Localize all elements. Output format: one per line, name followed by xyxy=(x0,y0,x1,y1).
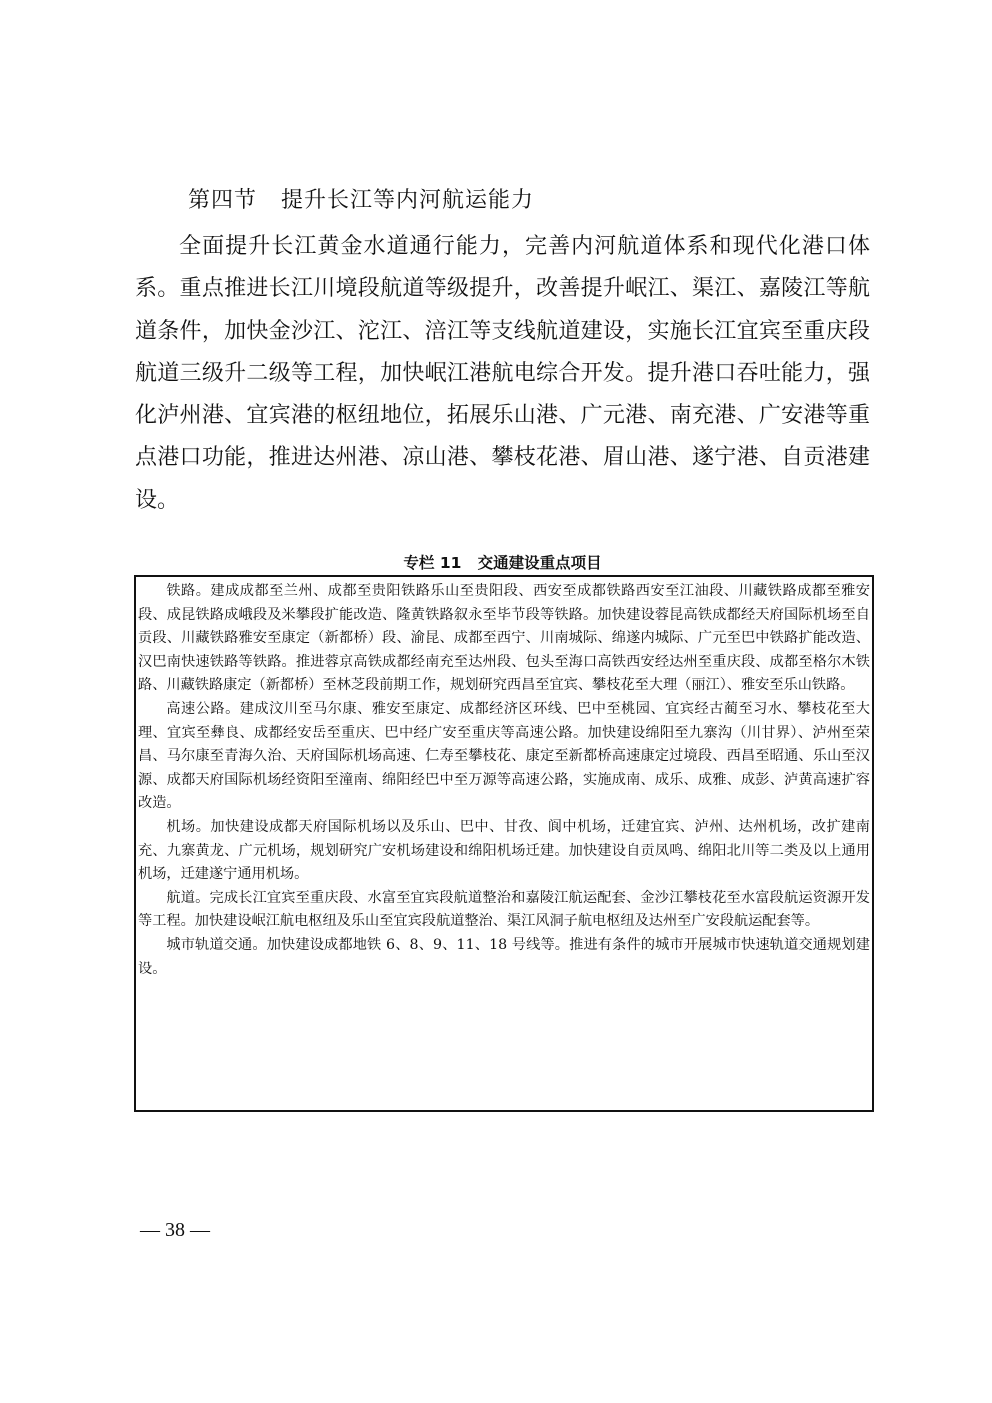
box-paragraph-urban-rail: 城市轨道交通。加快建设成都地铁 6、8、9、11、18 号线等。推进有条件的城市开展城市快速轨道交通规划建设。 xyxy=(138,936,870,977)
box-paragraph-expressway: 高速公路。建成汶川至马尔康、雅安至康定、成都经济区环线、巴中至桃园、宜宾经古蔺至习水、攀枝花至大理、宜宾至彝良、成都经安岳至重庆、巴中经广安至重庆等高速公路。加快建设绵阳至九寨沟（川甘界）、泸州至荣昌、马尔康至青海久治、天府国际机场高速、仁寿至攀枝花、康定至新都桥高速康定过境段、西昌至昭通、乐山至汉源、成都天府国际机场经资阳至潼南、绵阳经巴中至万源等高速公路，实施成南、成乐、成雅、成彭、泸黄高速扩容改造。 xyxy=(138,700,870,812)
page-number: — 38 — xyxy=(140,1219,210,1241)
body-paragraph: 全面提升长江黄金水道通行能力，完善内河航道体系和现代化港口体系。重点推进长江川境段航道等级提升，改善提升岷江、渠江、嘉陵江等航道条件，加快金沙江、沱江、涪江等支线航道建设，实施长江宜宾至重庆段航道三级升二级等工程，加快岷江港航电综合开发。提升港口吞吐能力，强化泸州港、宜宾港的枢纽地位，拓展乐山港、广元港、南充港、广安港等重点港口功能，推进达州港、凉山港、攀枝花港、眉山港、遂宁港、自贡港建设。 xyxy=(135,234,870,513)
section-title: 第四节 提升长江等内河航运能力 xyxy=(188,188,534,213)
box-paragraph-waterway: 航道。完成长江宜宾至重庆段、水富至宜宾段航道整治和嘉陵江航运配套、金沙江攀枝花至水富段航运资源开发等工程。加快建设岷江航电枢纽及乐山至宜宾段航道整治、渠江风洞子航电枢纽及达州至广安段航运配套等。 xyxy=(138,889,870,930)
box-title: 专栏 11 交通建设重点项目 xyxy=(403,554,602,572)
box-paragraph-airport: 机场。加快建设成都天府国际机场以及乐山、巴中、甘孜、阆中机场，迁建宜宾、泸州、达州机场，改扩建南充、九寨黄龙、广元机场，规划研究广安机场建设和绵阳机场迁建。加快建设自贡凤鸣、绵阳北川等二类及以上通用机场，迁建遂宁通用机场。 xyxy=(138,818,870,883)
project-box xyxy=(134,575,874,1112)
box-paragraph-railway: 铁路。建成成都至兰州、成都至贵阳铁路乐山至贵阳段、西安至成都铁路西安至江油段、川藏铁路成都至雅安段、成昆铁路成峨段及米攀段扩能改造、隆黄铁路叙永至毕节段等铁路。加快建设蓉昆高铁成都经天府国际机场至自贡段、川藏铁路雅安至康定（新都桥）段、渝昆、成都至西宁、川南城际、绵遂内城际、广元至巴中铁路扩能改造、汉巴南快速铁路等铁路。推进蓉京高铁成都经南充至达州段、包头至海口高铁西安经达州至重庆段、成都至格尔木铁路、川藏铁路康定（新都桥）至林芝段前期工作，规划研究西昌至宜宾、攀枝花至大理（丽江）、雅安至乐山铁路。 xyxy=(138,583,870,694)
